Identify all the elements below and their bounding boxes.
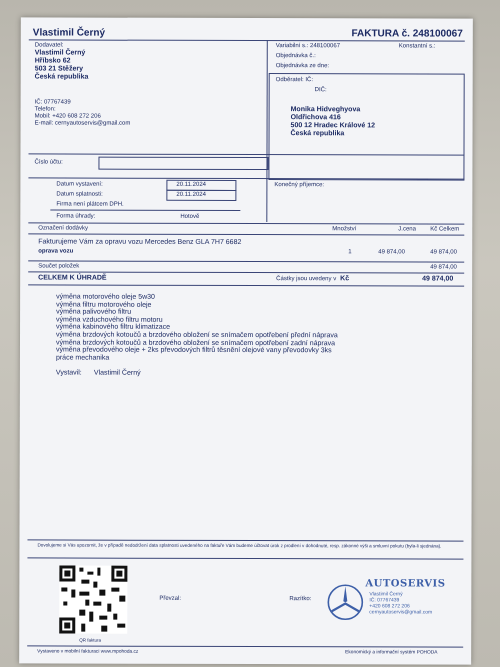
sum-label: Součet položek — [38, 263, 80, 270]
due-date: 20.11.2024 — [176, 191, 206, 198]
system-note: Ekonomický a informační systém POHODA — [345, 650, 438, 656]
supplier-city: 503 21 Stěžery — [34, 65, 83, 73]
work-item: výměna kabinového filtru klimatizace — [56, 323, 171, 332]
item-quantity: 1 — [348, 249, 352, 256]
stamp-phone: +420 608 272 206 — [369, 603, 410, 610]
work-item: výměna motorového oleje 5w30 — [56, 293, 155, 301]
work-item: výměna brzdových kotoučů a brzdového obložení se snímačem opotřebení přední náprava — [56, 331, 338, 340]
col-description: Označení dodávky — [38, 225, 89, 232]
supplier-contact — [35, 99, 131, 127]
work-item: výměna převodového oleje + 2ks převodových filtrů těsnění olejové vany převodovky 3ks — [55, 346, 332, 355]
qr-label: QR faktura — [79, 637, 101, 643]
payment-label: Forma úhrady: — [56, 213, 96, 220]
item-total: 49 874,00 — [430, 249, 457, 256]
issued-label: Datum vystavení: — [56, 181, 103, 188]
issued-date: 20.11.2024 — [176, 181, 207, 188]
final-recipient-label: Konečný příjemce: — [274, 182, 325, 189]
supplier-email: E-mail: cernyautoservis@gmail.com — [34, 120, 131, 127]
payment-method: Hotově — [180, 213, 200, 220]
sum-value: 49 874,00 — [430, 264, 457, 271]
invoice-intro: Fakturujeme Vám za opravu vozu Mercedes Benz GLA 7H7 6682 — [38, 238, 242, 246]
stamp-ic: IČ: 07767439 — [369, 597, 400, 604]
work-item: výměna filtru motorového oleje — [56, 301, 152, 309]
work-item: práce mechanika — [55, 354, 110, 362]
total-due-value: 49 874,00 — [422, 275, 454, 283]
order-date: Objednávka ze dne: — [275, 63, 330, 70]
software-note: Vystaveno v mobilní fakturaci www.mpohoda.cz — [37, 649, 139, 655]
supplier-phone: Telefon: — [34, 106, 56, 113]
header-rule — [29, 39, 465, 41]
work-item: výměna vzduchového filtru motoru — [56, 316, 163, 324]
invoice-sheet — [19, 17, 473, 664]
col-quantity: Množství — [332, 226, 357, 233]
col-unit-price: J.cena — [398, 226, 416, 233]
item-name: oprava vozu — [38, 248, 74, 255]
stamp-details — [369, 591, 432, 615]
late-payment-notice: Dovolujeme si Vás upozornit, že v případě nedodržení data splatnosti uvedeného na faktuře Vám budeme účtovat úrok z prodlení v dohodnuté, resp. zákonné výši a smluvní pokutu (byla-li sjednána). — [37, 542, 442, 549]
work-items-list — [56, 294, 338, 363]
work-item: výměna palivového filtru — [56, 308, 132, 316]
currency-note: Částky jsou uvedeny v — [276, 276, 337, 283]
work-item: výměna brzdových kotoučů a brzdového obložení se snímačem opotřebení zadní náprava — [55, 339, 336, 347]
supplier-block — [35, 42, 89, 81]
invoice-title: FAKTURA č. 248100067 — [351, 28, 463, 40]
supplier-label: Dodavatel: — [34, 42, 64, 49]
col-total: Kč Celkem — [430, 226, 460, 233]
supplier-mobile: Mobil: +420 608 272 206 — [34, 113, 101, 120]
constant-symbol: Konstantní s.: — [398, 43, 436, 50]
customer-name: Monika Hidveghyova — [290, 106, 361, 114]
customer-city: 500 12 Hradec Králové 12 — [290, 122, 376, 130]
issuer-label: Vystavil: — [55, 369, 82, 377]
customer-country: Česká republika — [290, 130, 345, 138]
company-stamp — [325, 574, 475, 630]
account-field — [98, 157, 268, 170]
customer-dic-label: DIČ: — [314, 87, 327, 94]
order-number: Objednávka č.: — [275, 53, 316, 60]
customer-ic-label: Odběratel: IČ: — [275, 77, 314, 84]
supplier-country: Česká republika — [34, 73, 89, 81]
stamp-name: Vlastimil Černý — [369, 591, 403, 598]
supplier-name: Vlastimil Černý — [34, 49, 86, 57]
qr-code — [59, 566, 127, 634]
stamp-brand: AUTOSERVIS — [365, 578, 446, 590]
item-unit-price: 49 874,00 — [378, 249, 405, 256]
total-due-label: CELKEM K ÚHRADĚ — [38, 274, 107, 282]
customer-street: Oldřichova 416 — [290, 114, 341, 122]
issuer-name: Vlastimil Černý — [93, 369, 141, 377]
supplier-ic: IČ: 07767439 — [34, 99, 71, 106]
due-label: Datum splatnosti: — [56, 191, 103, 198]
variable-symbol: Variabilní s.: 248100067 — [275, 43, 341, 50]
supplier-street: Hříbsko 62 — [34, 57, 71, 65]
supplier-header-name: Vlastimil Černý — [32, 27, 106, 39]
stamp-email: cernyautoservis@gmail.com — [369, 609, 433, 616]
stamp-label: Razítko: — [289, 596, 312, 603]
received-label: Převzal: — [159, 595, 182, 602]
account-label: Číslo účtu: — [34, 159, 63, 166]
customer-address — [291, 106, 376, 138]
currency: Kč — [340, 275, 350, 283]
vat-note: Firma není plátcem DPH. — [56, 201, 124, 208]
